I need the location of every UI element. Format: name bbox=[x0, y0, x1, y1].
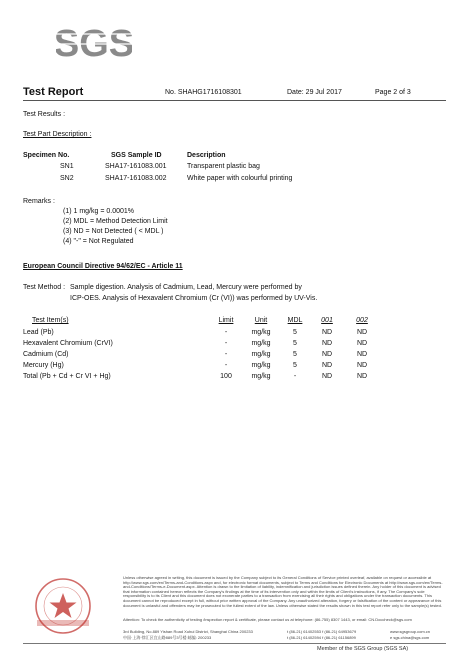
seal-star-icon bbox=[33, 576, 93, 636]
footer-address-cn: 中国·上海·徐汇区宜山路889号3号楼 邮编: 200233 bbox=[123, 635, 212, 640]
member-note: Member of the SGS Group (SGS SA) bbox=[317, 646, 409, 652]
sgs-logo bbox=[56, 20, 132, 64]
result-002: ND bbox=[356, 329, 368, 336]
footer-email[interactable]: e sgs.china@sgs.com bbox=[390, 635, 430, 640]
specimen-header-desc: Description bbox=[187, 152, 226, 159]
result-001: ND bbox=[321, 373, 333, 380]
result-mdl: 5 bbox=[293, 329, 297, 336]
test-method-label: Test Method : bbox=[23, 284, 66, 291]
results-header-unit: Unit bbox=[254, 317, 268, 324]
specimen-row-1-id: SHA17-161083.001 bbox=[105, 163, 167, 170]
result-unit: mg/kg bbox=[251, 362, 271, 369]
results-header-item: Test Item(s) bbox=[32, 317, 69, 324]
result-limit: - bbox=[224, 329, 228, 336]
result-limit: - bbox=[224, 340, 228, 347]
result-002: ND bbox=[356, 362, 368, 369]
footer-divider bbox=[23, 643, 446, 644]
result-001: ND bbox=[321, 329, 333, 336]
remarks-label: Remarks : bbox=[23, 198, 55, 205]
result-limit: 100 bbox=[220, 373, 232, 380]
report-title: Test Report bbox=[23, 86, 84, 98]
specimen-header-no: Specimen No. bbox=[23, 152, 70, 159]
specimen-header-id: SGS Sample ID bbox=[111, 152, 162, 159]
report-date: Date: 29 Jul 2017 bbox=[287, 89, 342, 96]
result-001: ND bbox=[321, 340, 333, 347]
result-002: ND bbox=[356, 340, 368, 347]
results-header-002: 002 bbox=[356, 317, 368, 324]
result-limit: - bbox=[224, 351, 228, 358]
result-002: ND bbox=[356, 373, 368, 380]
result-unit: mg/kg bbox=[251, 329, 271, 336]
header-divider bbox=[23, 100, 446, 101]
result-unit: mg/kg bbox=[251, 340, 271, 347]
footer-phone-2: t (86-21) 61402594 f (86-21) 61156899 bbox=[287, 635, 356, 640]
footer-phone-1: t (86-21) 61402553 f (86-21) 64953679 bbox=[287, 629, 357, 634]
remark-item: (4) "-" = Not Regulated bbox=[63, 238, 134, 245]
sgs-logo-graphic bbox=[56, 20, 132, 64]
test-method-line-1: Sample digestion. Analysis of Cadmium, Lead, Mercury were performed by bbox=[70, 284, 302, 291]
result-item-name: Cadmium (Cd) bbox=[23, 351, 69, 358]
results-header-001: 001 bbox=[321, 317, 333, 324]
specimen-row-2-id: SHA17-161083.002 bbox=[105, 175, 167, 182]
results-header-limit: Limit bbox=[218, 317, 234, 324]
result-item-name: Total (Pb + Cd + Cr VI + Hg) bbox=[23, 373, 111, 380]
result-item-name: Mercury (Hg) bbox=[23, 362, 64, 369]
result-mdl: 5 bbox=[293, 362, 297, 369]
page-number: Page 2 of 3 bbox=[375, 89, 411, 96]
logo-text: SGS bbox=[56, 23, 132, 64]
specimen-row-1-no: SN1 bbox=[60, 163, 74, 170]
result-item-name: Lead (Pb) bbox=[23, 329, 54, 336]
section-title: European Council Directive 94/62/EC - Article 11 bbox=[23, 263, 183, 270]
result-001: ND bbox=[321, 351, 333, 358]
footer-terms: Unless otherwise agreed in writing, this document is issued by the Company subject to its General Conditions of Service printed overleaf, available on request or accessible at http://www.sgs.com/en/Terms-and-Conditions.aspx and, for electronic format documents, subject to Terms and Conditions for Electronic Documents at http://www.sgs.com/en/Terms-and-Conditions/Terms-e-Document.aspx. Attention is drawn to the limitation of liability, indemnification and jurisdiction issues defined therein. Any holder of this document is advised that information contained hereon reflects the Company's findings at the time of its intervention only and within the limits of Client's instructions, if any. The Company's sole responsibility is to its Client and this document does not exonerate parties to a transaction from exercising all their rights and obligations under the transaction documents. This document cannot be reproduced except in full, without prior written approval of the Company. Any unauthorized alteration, forgery or falsification of the content or appearance of this document is unlawful and offenders may be prosecuted to the fullest extent of the law. Unless otherwise stated the results shown in this test report refer only to the sample(s) tested. bbox=[123, 575, 443, 608]
result-item-name: Hexavalent Chromium (CrVI) bbox=[23, 340, 113, 347]
result-001: ND bbox=[321, 362, 333, 369]
specimen-row-2-no: SN2 bbox=[60, 175, 74, 182]
result-unit: mg/kg bbox=[251, 351, 271, 358]
test-part-description-label: Test Part Description : bbox=[23, 131, 92, 138]
specimen-row-1-desc: Transparent plastic bag bbox=[187, 163, 260, 170]
results-header-mdl: MDL bbox=[287, 317, 303, 324]
test-method-line-2: ICP-OES. Analysis of Hexavalent Chromium (Cr (VI)) was performed by UV-Vis. bbox=[70, 295, 318, 302]
footer-address: 3rd Building, No.889 Yishan Road Xuhui District, Shanghai China 200233 bbox=[123, 629, 253, 634]
footer-attention: Attention: To check the authenticity of testing /inspection report & certificate, please contact us at telephone: (86-755) 8307 1443, or email: CN.Doccheck@sgs.com bbox=[123, 617, 412, 622]
result-unit: mg/kg bbox=[251, 373, 271, 380]
result-002: ND bbox=[356, 351, 368, 358]
remark-item: (2) MDL = Method Detection Limit bbox=[63, 218, 168, 225]
result-mdl: 5 bbox=[293, 340, 297, 347]
company-seal bbox=[33, 576, 93, 636]
result-limit: - bbox=[224, 362, 228, 369]
remark-item: (3) ND = Not Detected ( < MDL ) bbox=[63, 228, 164, 235]
test-results-label: Test Results : bbox=[23, 111, 66, 118]
report-number: No. SHAHG1716108301 bbox=[165, 89, 242, 96]
remark-item: (1) 1 mg/kg = 0.0001% bbox=[63, 208, 135, 215]
footer-web[interactable]: www.sgsgroup.com.cn bbox=[390, 629, 431, 634]
result-mdl: - bbox=[293, 373, 297, 380]
result-mdl: 5 bbox=[293, 351, 297, 358]
specimen-row-2-desc: White paper with colourful printing bbox=[187, 175, 293, 182]
